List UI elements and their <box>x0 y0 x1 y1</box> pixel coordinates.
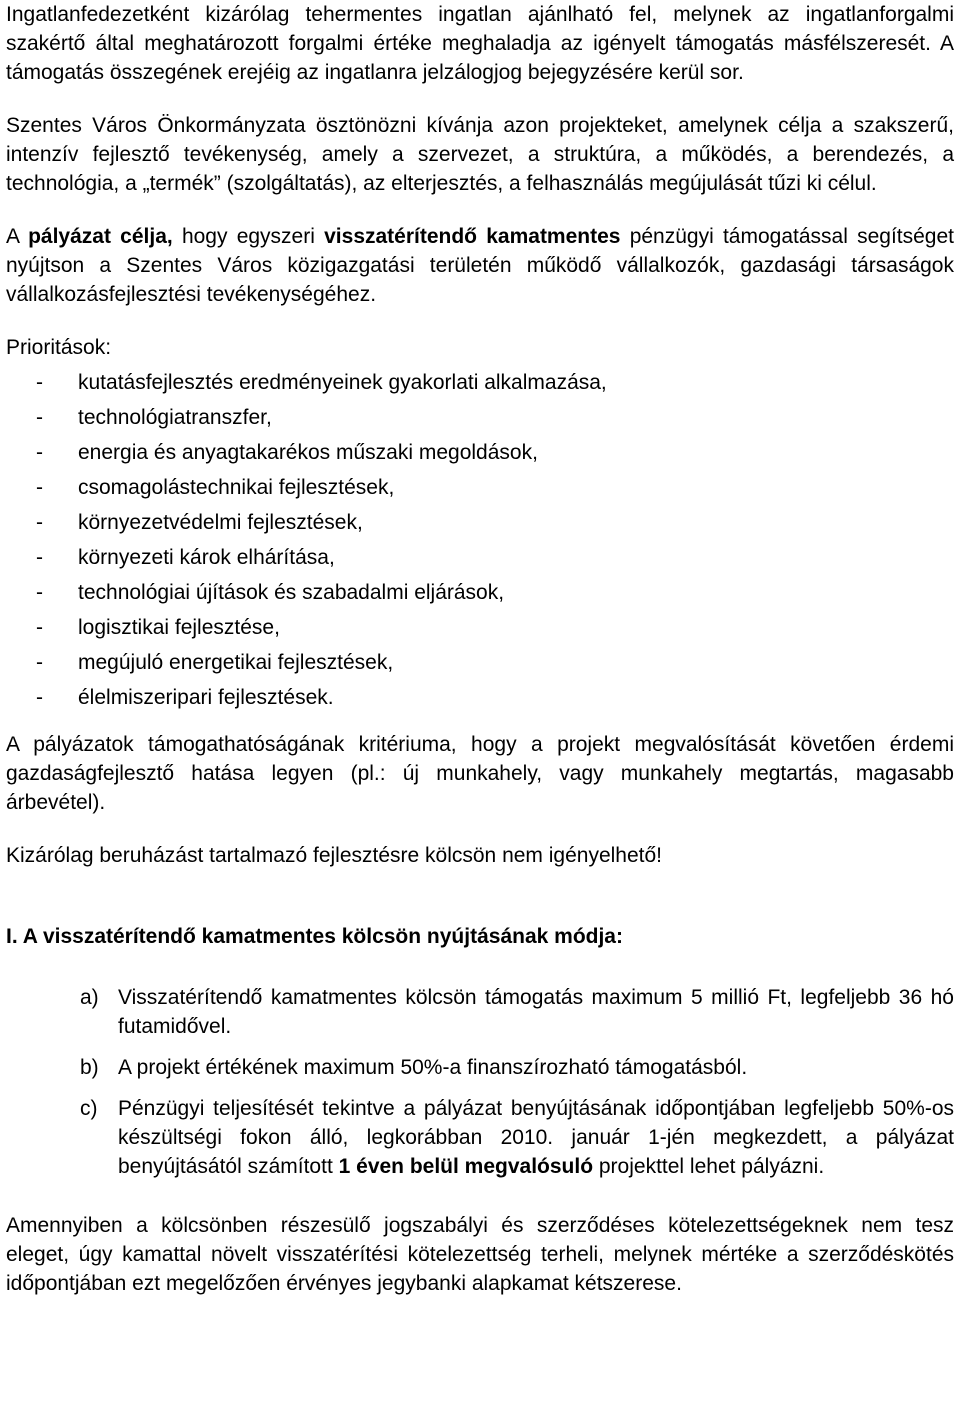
section-heading <box>6 922 954 951</box>
list-item <box>6 613 954 648</box>
list-marker: - <box>36 406 43 429</box>
priorities-heading: Prioritások: <box>6 336 112 359</box>
list-item <box>6 1094 954 1181</box>
bold-text: visszatérítendő kamatmentes <box>324 225 621 248</box>
list-item-text: Visszatérítendő kamatmentes kölcsön támogatás maximum 5 millió Ft, legfeljebb 36 hó futamidővel. <box>118 986 954 1038</box>
list-item <box>6 508 954 543</box>
list-item-text: energia és anyagtakarékos műszaki megoldások, <box>78 441 538 464</box>
priorities-list <box>6 368 954 718</box>
list-marker: - <box>36 476 43 499</box>
list-marker: - <box>36 651 43 674</box>
list-item <box>6 403 954 438</box>
bold-text: 1 éven belül megvalósuló <box>338 1155 594 1178</box>
text-run: hogy egyszeri <box>172 225 325 248</box>
list-item <box>6 473 954 508</box>
list-marker: - <box>36 616 43 639</box>
paragraph-exclusion: Kizárólag beruházást tartalmazó fejlesztésre kölcsön nem igényelhető! <box>6 844 663 867</box>
list-item <box>6 648 954 683</box>
list-item-text: technológiai újítások és szabadalmi eljárások, <box>78 581 505 604</box>
list-item <box>6 438 954 473</box>
list-item-text: kutatásfejlesztés eredményeinek gyakorlati alkalmazása, <box>78 371 607 394</box>
list-item-text: logisztikai fejlesztése, <box>78 616 280 639</box>
paragraph-penalty: Amennyiben a kölcsönben részesülő jogszabályi és szerződéses kötelezettségeknek nem tesz eleget, úgy kamattal növelt visszatérítési kötelezettség terheli, melynek mértéke a szerződéskötés időpontjában ezt megelőzően érvényes jegybanki alapkamat kétszerese. <box>6 1214 954 1295</box>
loan-terms-list <box>6 983 954 1181</box>
section-heading-text: I. A visszatérítendő kamatmentes kölcsön nyújtásának módja: <box>6 925 623 948</box>
text-run: A <box>6 225 29 248</box>
text-run: Pénzügyi teljesítését tekintve a pályázat benyújtásának időpontjában legfeljebb 50%-os készültségi fokon álló, legkorábban 2010. január 1-jén megkezdett, a pályázat benyújtásától számított <box>118 1097 954 1178</box>
list-marker: c) <box>80 1097 98 1120</box>
list-item-text <box>118 1094 954 1181</box>
list-item <box>6 683 954 718</box>
list-item-text: A projekt értékének maximum 50%-a finanszírozható támogatásból. <box>118 1056 748 1079</box>
list-item-text: technológiatranszfer, <box>78 406 272 429</box>
list-marker: - <box>36 371 43 394</box>
list-item <box>6 543 954 578</box>
list-marker: - <box>36 511 43 534</box>
list-item-text: csomagolástechnikai fejlesztések, <box>78 476 395 499</box>
list-item <box>6 578 954 613</box>
paragraph-municipality-aim: Szentes Város Önkormányzata ösztönözni kívánja azon projekteket, amelynek célja a szakszerű, intenzív fejlesztő tevékenység, amely a szervezet, a struktúra, a működés, a berendezés, a technológia, a „termék” (szolgáltatás), az elterjesztés, a felhasználás megújulását tűzi ki célul. <box>6 114 954 195</box>
list-marker: a) <box>80 986 99 1009</box>
list-item <box>6 368 954 403</box>
list-item <box>6 983 954 1041</box>
list-marker: - <box>36 441 43 464</box>
list-marker: - <box>36 546 43 569</box>
paragraph-application-goal <box>6 222 954 309</box>
list-marker: - <box>36 581 43 604</box>
bold-text: pályázat célja, <box>28 225 173 248</box>
list-item-text: környezeti károk elhárítása, <box>78 546 335 569</box>
text-run: projekttel lehet pályázni. <box>593 1155 825 1178</box>
list-marker: - <box>36 686 43 709</box>
list-item-text: megújuló energetikai fejlesztések, <box>78 651 394 674</box>
list-item <box>6 1053 954 1082</box>
paragraph-collateral: Ingatlanfedezetként kizárólag tehermentes ingatlan ajánlható fel, melynek az ingatlanforgalmi szakértő által meghatározott forgalmi értéke meghaladja az igényelt támogatás másfélszeresét. A támogatás összegének erejéig az ingatlanra jelzálogjog bejegyzésére kerül sor. <box>6 3 954 84</box>
paragraph-eligibility-criterion: A pályázatok támogathatóságának kritériuma, hogy a projekt megvalósítását követően érdemi gazdaságfejlesztő hatása legyen (pl.: új munkahely, vagy munkahely megtartás, magasabb árbevétel). <box>6 733 954 814</box>
list-item-text: környezetvédelmi fejlesztések, <box>78 511 363 534</box>
text-run: pénzügyi támogatással segítséget nyújtson a Szentes Város közigazgatási területén működő vállalkozók, gazdasági társaságok vállalkozásfejlesztési tevékenységéhez. <box>6 225 954 306</box>
list-item-text: élelmiszeripari fejlesztések. <box>78 686 334 709</box>
list-marker: b) <box>80 1056 99 1079</box>
